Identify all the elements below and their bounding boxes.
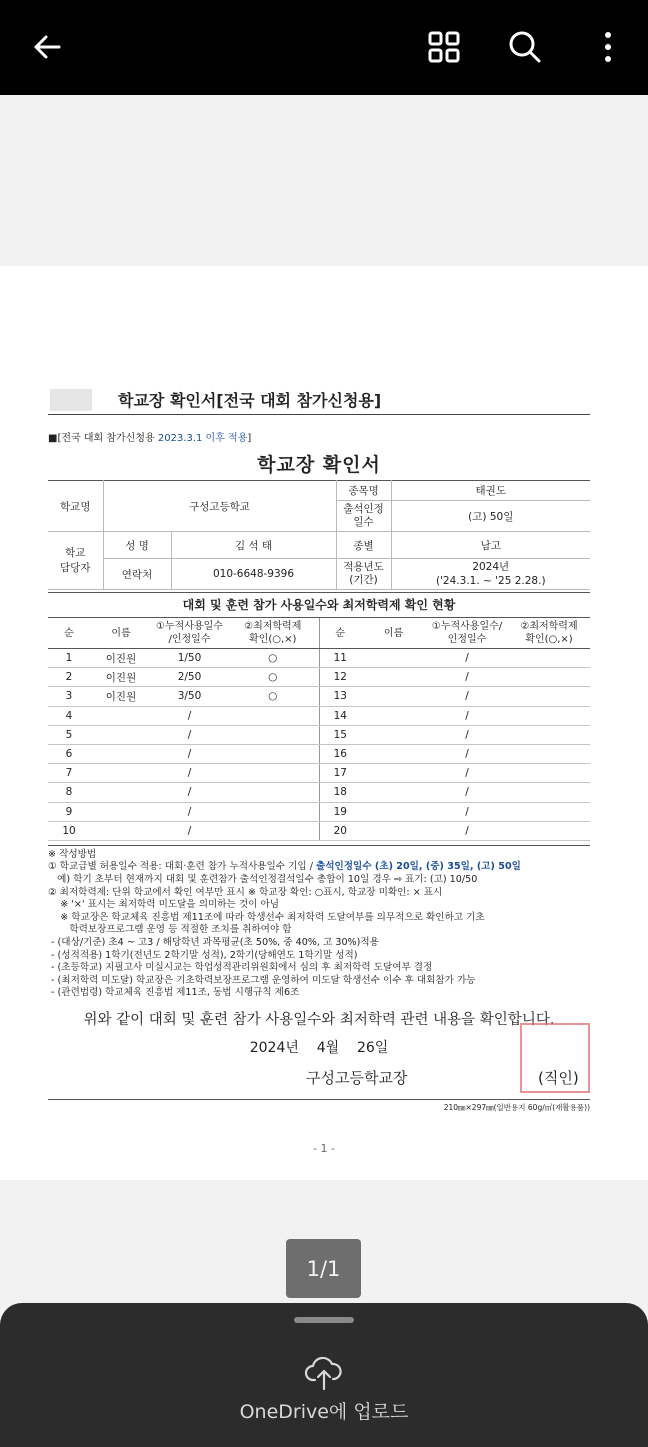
header-name2: 이름	[361, 618, 426, 649]
table-row	[48, 821, 590, 840]
gender-value: 남고	[391, 532, 590, 559]
redacted-box	[50, 389, 92, 411]
row-check	[227, 802, 319, 821]
row-name	[90, 725, 152, 744]
row-days2: /	[426, 802, 508, 821]
year-value: 2024년	[472, 561, 510, 573]
school-value: 구성고등학교	[103, 481, 336, 532]
row-name2	[361, 744, 426, 763]
doc-header	[48, 384, 590, 415]
year-period: ('24.3.1. ~ '25 2.28.)	[435, 575, 546, 587]
row-name	[90, 744, 152, 763]
search-button[interactable]	[500, 22, 550, 72]
row-days: /	[152, 764, 227, 783]
note-line: - (대상/기준) 초4 ~ 고3 / 해당학년 과목평균(초 50%, 중 40%, 고 30%)적용	[48, 937, 379, 949]
row-name2	[361, 649, 426, 668]
row-check2	[508, 764, 590, 783]
header-days2: ①누적사용일수/ 인정일수	[426, 618, 508, 649]
row-name	[90, 783, 152, 802]
sport-value: 태권도	[391, 481, 590, 501]
row-no: 3	[48, 687, 90, 706]
header-days: ①누적사용일수 /인정일수	[152, 618, 227, 649]
instructions	[48, 845, 590, 1000]
note-line: 예) 학기 초부터 현재까지 대회 및 훈련참가 출석인정결석일수 총합이 10일 경우 ⇨ 표기: (고) 10/50	[48, 874, 478, 886]
page-number: - 1 -	[313, 1142, 335, 1155]
row-name: 이진원	[90, 668, 152, 687]
row-name: 이진원	[90, 687, 152, 706]
row-no2: 11	[319, 649, 361, 668]
principal-line	[48, 1067, 590, 1093]
note-line	[48, 861, 590, 874]
year-cell	[391, 559, 590, 590]
attend-label: 출석인정 일수	[336, 501, 391, 532]
row-check: ○	[227, 649, 319, 668]
row-no2: 17	[319, 764, 361, 783]
row-check2	[508, 706, 590, 725]
main-title: 학교장 확인서	[257, 454, 381, 476]
row-no: 9	[48, 802, 90, 821]
row-days: 3/50	[152, 687, 227, 706]
row-days: /	[152, 744, 227, 763]
subtitle-date: 2023.3.1 이후 적용	[157, 433, 248, 444]
paper-note: 210㎜×297㎜(일반용지 60g/㎡(재활용품))	[48, 1099, 590, 1113]
row-no: 7	[48, 764, 90, 783]
attend-value: (고) 50일	[391, 501, 590, 532]
row-check2	[508, 783, 590, 802]
date-year: 2024년	[249, 1040, 299, 1056]
row-check: ○	[227, 668, 319, 687]
row-no: 5	[48, 725, 90, 744]
note-line: - (성적적용) 1학기(전년도 2학기말 성적), 2학기(당해연도 1학기말 성적)	[48, 949, 358, 961]
row-days2: /	[426, 764, 508, 783]
row-name	[90, 802, 152, 821]
grid-icon	[427, 30, 461, 64]
row-name2	[361, 802, 426, 821]
row-days2: /	[426, 821, 508, 840]
row-no2: 16	[319, 744, 361, 763]
row-check2	[508, 744, 590, 763]
row-no: 6	[48, 744, 90, 763]
row-name2	[361, 821, 426, 840]
row-no2: 14	[319, 706, 361, 725]
manager-label: 학교 담당자	[48, 532, 103, 590]
note-line-highlight: 출석인정일수 (초) 20일, (중) 35일, (고) 50일	[315, 861, 521, 873]
onedrive-upload-button[interactable]: OneDrive에 업로드	[239, 1401, 409, 1423]
row-name2	[361, 706, 426, 725]
row-check	[227, 706, 319, 725]
name-label: 성 명	[103, 532, 171, 559]
row-check: ○	[227, 687, 319, 706]
seal-note: (직인)	[538, 1069, 579, 1087]
list-header-row	[48, 618, 590, 649]
back-button[interactable]	[22, 22, 72, 72]
row-no2: 12	[319, 668, 361, 687]
doc-subtitle	[48, 429, 590, 444]
row-no: 1	[48, 649, 90, 668]
section-title: 대회 및 훈련 참가 사용일수와 최저학력제 확인 현황	[48, 592, 590, 618]
row-days: /	[152, 821, 227, 840]
page-counter: 1/1	[286, 1239, 361, 1298]
row-check	[227, 764, 319, 783]
row-days: /	[152, 802, 227, 821]
year-label: 적용년도 (기간)	[336, 559, 391, 590]
row-no2: 18	[319, 783, 361, 802]
table-row	[48, 706, 590, 725]
confirm-statement: 위와 같이 대회 및 훈련 참가 사용일수와 최저학력 관련 내용을 확인합니다.	[83, 1012, 555, 1028]
row-check2	[508, 687, 590, 706]
sport-label: 종목명	[336, 481, 391, 501]
header-no2: 순	[319, 618, 361, 649]
name-value: 김 석 태	[171, 532, 336, 559]
row-check	[227, 821, 319, 840]
cloud-upload-icon[interactable]	[304, 1353, 344, 1393]
row-days2: /	[426, 783, 508, 802]
table-row	[48, 649, 590, 668]
row-check	[227, 744, 319, 763]
note-line: ※ 작성방법	[48, 848, 97, 860]
row-name	[90, 706, 152, 725]
table-row	[48, 744, 590, 763]
more-vertical-icon	[603, 30, 613, 64]
school-label: 학교명	[48, 481, 103, 532]
row-check	[227, 725, 319, 744]
row-check2	[508, 725, 590, 744]
row-check2	[508, 802, 590, 821]
note-line: 학력보장프로그램 운영 등 적절한 조치를 취하여야 함	[48, 924, 292, 936]
header-no: 순	[48, 618, 90, 649]
note-line: ※ 학교장은 학교체육 진흥법 제11조에 따라 학생선수 최저학력 도달여부를 의무적으로 확인하고 기초	[48, 911, 485, 923]
row-name2	[361, 783, 426, 802]
note-line: - (관련법령) 학교체육 진흥법 제11조, 동법 시행규칙 제6조	[48, 987, 300, 999]
table-row	[48, 668, 590, 687]
row-name2	[361, 687, 426, 706]
row-days: /	[152, 783, 227, 802]
row-name2	[361, 668, 426, 687]
row-check2	[508, 821, 590, 840]
note-line: ※ '×' 표시는 최저학력 미도달을 의미하는 것이 아님	[48, 899, 279, 911]
participation-table	[48, 618, 590, 841]
principal-name: 구성고등학교장	[306, 1069, 408, 1087]
bottom-sheet	[0, 1303, 648, 1447]
grid-view-button[interactable]	[419, 22, 469, 72]
row-no: 4	[48, 706, 90, 725]
top-app-bar	[0, 0, 648, 95]
header-name: 이름	[90, 618, 152, 649]
table-row	[48, 687, 590, 706]
row-no2: 15	[319, 725, 361, 744]
header-check: ②최저학력제 확인(○,×)	[227, 618, 319, 649]
row-days2: /	[426, 649, 508, 668]
row-no2: 20	[319, 821, 361, 840]
table-row	[48, 783, 590, 802]
note-line: - (초등학교) 지필고사 미실시교는 학업성적관리위원회에서 심의 후 최저학력 도달여부 결정	[48, 962, 433, 974]
row-name: 이진원	[90, 649, 152, 668]
gender-label: 종별	[336, 532, 391, 559]
row-no: 10	[48, 821, 90, 840]
row-days2: /	[426, 687, 508, 706]
subtitle-suffix: ]	[247, 433, 252, 444]
row-check2	[508, 668, 590, 687]
header-check2: ②최저학력제 확인(○,×)	[508, 618, 590, 649]
table-row	[48, 764, 590, 783]
row-days2: /	[426, 668, 508, 687]
row-days2: /	[426, 706, 508, 725]
search-icon	[508, 30, 542, 64]
certificate-document	[48, 384, 590, 1113]
more-options-button[interactable]	[583, 22, 633, 72]
official-seal	[520, 1023, 590, 1093]
document-page[interactable]	[0, 266, 648, 1180]
info-table	[48, 480, 590, 590]
date-month: 4월	[316, 1040, 340, 1056]
row-days2: /	[426, 725, 508, 744]
date-day: 26일	[356, 1040, 389, 1056]
note-line: - (최저학력 미도달) 학교장은 기초학력보장프로그램 운영하여 미도달 학생선수 이수 후 대회참가 가능	[48, 974, 476, 986]
row-no: 2	[48, 668, 90, 687]
row-no2: 13	[319, 687, 361, 706]
table-row	[48, 725, 590, 744]
issue-date	[48, 1037, 590, 1057]
row-days: /	[152, 706, 227, 725]
subtitle-prefix: ■[전국 대회 참가신청용	[48, 433, 158, 444]
note-line: ② 최저학력제: 단위 학교에서 확인 여부만 표시 ※ 학교장 확인: ○표시, 학교장 미확인: × 표시	[48, 886, 443, 898]
contact-value: 010-6648-9396	[171, 559, 336, 590]
row-name	[90, 821, 152, 840]
row-name2	[361, 764, 426, 783]
row-no: 8	[48, 783, 90, 802]
contact-label: 연락처	[103, 559, 171, 590]
row-days: 1/50	[152, 649, 227, 668]
note-line-text: ① 학교급별 허용일수 적용: 대회·훈련 참가 누적사용일수 기입 /	[48, 861, 316, 873]
row-days2: /	[426, 744, 508, 763]
row-days: 2/50	[152, 668, 227, 687]
row-name	[90, 764, 152, 783]
table-row	[48, 802, 590, 821]
row-name2	[361, 725, 426, 744]
row-check2	[508, 649, 590, 668]
row-no2: 19	[319, 802, 361, 821]
doc-header-title: 학교장 확인서[전국 대회 참가신청용]	[118, 391, 382, 410]
row-check	[227, 783, 319, 802]
sheet-handle[interactable]	[294, 1317, 354, 1323]
row-days: /	[152, 725, 227, 744]
arrow-left-icon	[31, 31, 63, 63]
